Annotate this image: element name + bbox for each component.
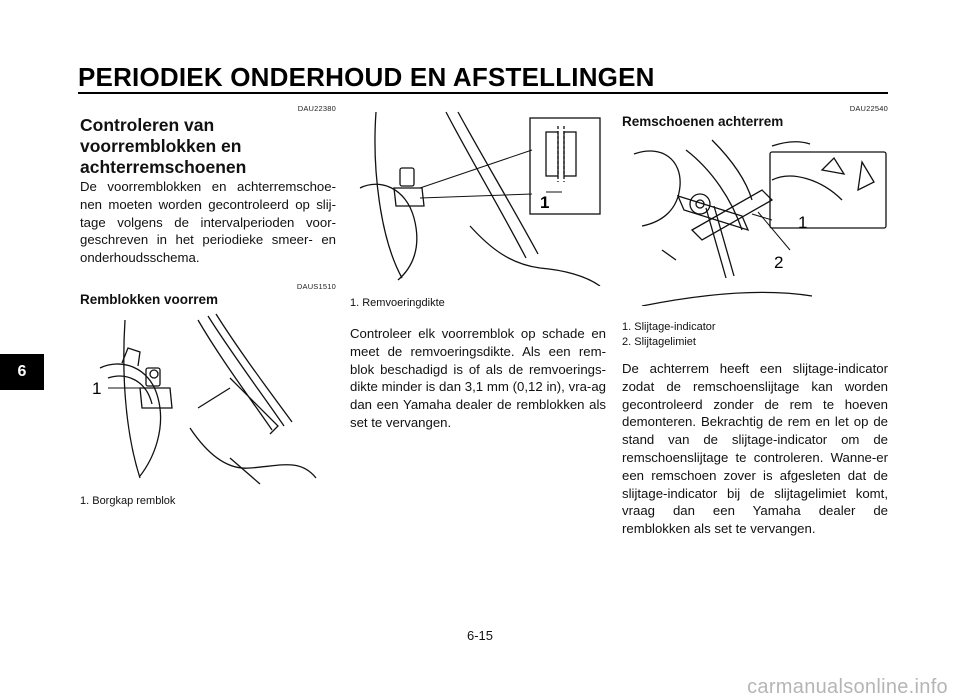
callout-1: 1 xyxy=(540,193,550,212)
body-paragraph: De achterrem heeft een slijtage-indicator zodat de remschoenslijtage kan worden gecontroleerd zonder de rem te hoeven demonteren. Bekrachtig de rem en let op de stand van de slijtage-indicator om de remschoenslijtage te controleren. Wanne-er een remschoen zover is afgesleten dat de slijtage-indicator bij de slijtagelimiet komt, vraag dan een Yamaha dealer de remblokken als set te vervangen. xyxy=(622,361,888,537)
callout-1: 1 xyxy=(798,213,808,232)
subsection-title: Remblokken voorrem xyxy=(80,291,219,307)
column-left xyxy=(80,104,336,509)
callout-2: 2 xyxy=(774,253,784,272)
figure-caption: 1. Remvoeringdikte xyxy=(350,297,445,309)
figure-caption: 2. Slijtagelimiet xyxy=(622,336,696,348)
column-right xyxy=(622,104,888,538)
front-brake-figure xyxy=(80,308,336,488)
chapter-tab: 6 xyxy=(0,354,44,390)
section-title-line: voorremblokken en xyxy=(80,136,242,156)
column-middle xyxy=(350,104,606,432)
figure-caption: 1. Slijtage-indicator xyxy=(622,321,716,333)
section-title xyxy=(80,115,336,178)
callout-1: 1 xyxy=(92,378,102,398)
figure-caption: 1. Borgkap remblok xyxy=(80,494,176,507)
section-title-line: Controleren van xyxy=(80,115,215,135)
page-number: 6-15 xyxy=(466,628,494,643)
body-paragraph: Controleer elk voorremblok op schade en meet de remvoeringsdikte. Als een rem-blok beschadigd is of als de remvoerings-dikte minder is dan 3,1 mm (0,12 in), vra-ag dan een Yamaha dealer de remblokken als set te vervangen. xyxy=(350,326,606,430)
header-rule xyxy=(78,92,888,94)
section-title-line: achterremschoenen xyxy=(80,157,247,177)
intro-paragraph: De voorremblokken en achterremschoe-nen moeten worden gecontroleerd op slij-tage volgens de intervalperioden voor-geschreven in het periodieke smeer- en onderhoudsschema. xyxy=(80,179,336,266)
subsection-code: DAUS1510 xyxy=(296,281,336,291)
brake-pad-thickness-figure xyxy=(350,108,606,286)
section-code: DAU22380 xyxy=(297,104,336,113)
section-code: DAU22540 xyxy=(849,104,888,113)
figure-caption-list xyxy=(622,320,888,350)
subsection-title: Remschoenen achterrem xyxy=(622,114,784,129)
rear-brake-figure xyxy=(622,130,888,306)
watermark: carmanualsonline.info xyxy=(747,676,948,698)
page-header-title: PERIODIEK ONDERHOUD EN AFSTELLINGEN xyxy=(78,62,655,92)
